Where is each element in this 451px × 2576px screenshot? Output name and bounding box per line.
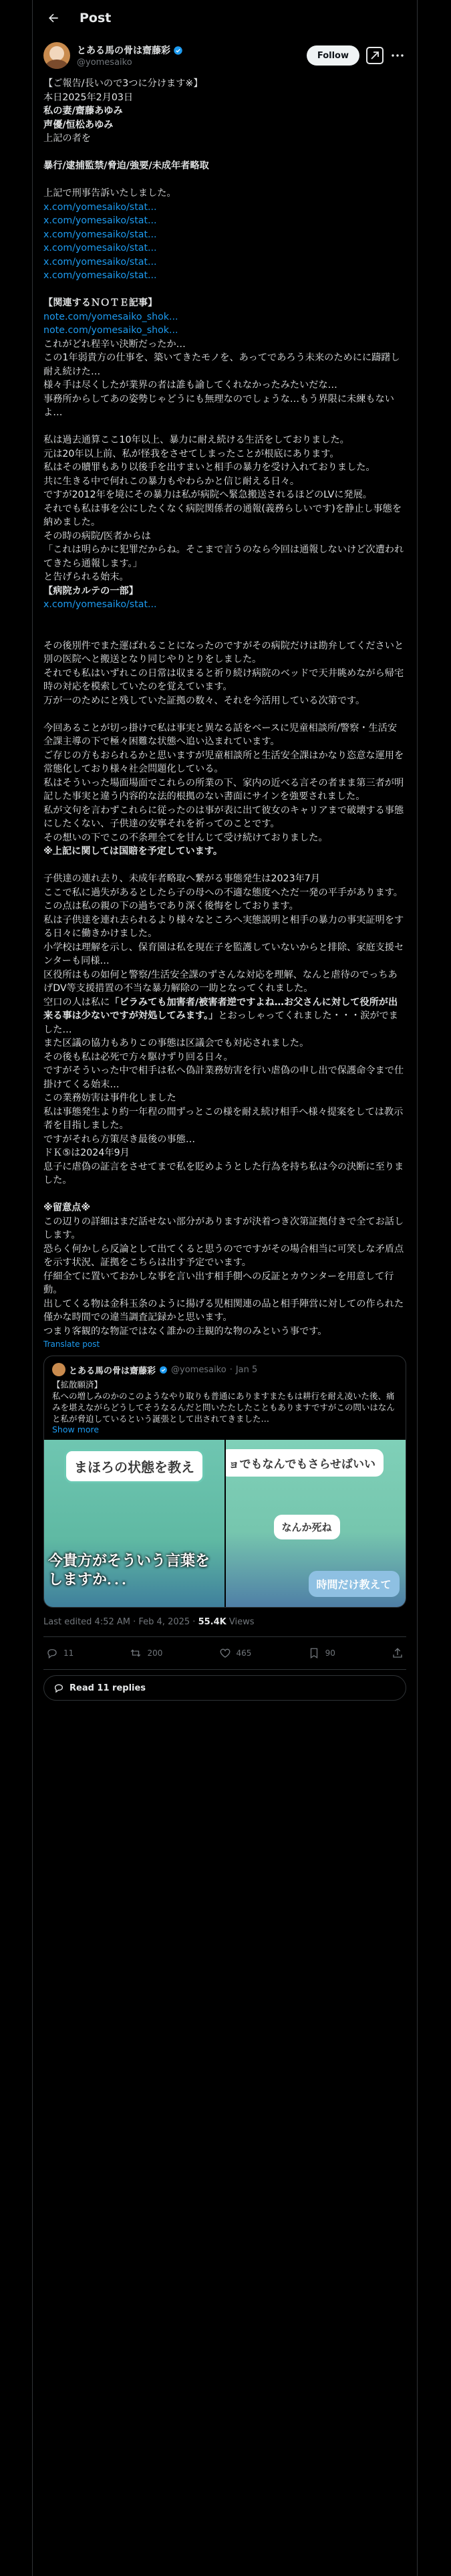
quoted-media[interactable]: [44, 1440, 406, 1607]
bookmark-button[interactable]: [308, 1647, 335, 1659]
top-bar: [33, 0, 417, 35]
post-line: 私は子供達を連れ去られるより様々なところへ実態説明と相手の暴力の事実証明をする日々に働きかけました。: [43, 914, 404, 939]
post-link[interactable]: note.com/yomesaiko_shok...: [43, 311, 178, 322]
post-line: その後別件でまた運ばれることになったのですがその病院だけは勘弁してくださいと別の医院へと搬送となり同じやりとりをしました。: [43, 640, 404, 665]
quoted-date: Jan 5: [235, 1364, 258, 1375]
show-more-link[interactable]: Show more: [52, 1424, 100, 1434]
bookmark-icon: [308, 1647, 320, 1659]
post-body: [33, 69, 417, 1338]
post-line: [43, 420, 406, 434]
post-line: 出してくる物は金科玉条のように揚げる児相関連の品と相手陣営に対しての作られた僅かな時間での違当調査記録かと思います。: [43, 1298, 404, 1323]
post-line: 小学校は理解を示し、保育園は私を現在子を監護していないからと排除、家庭支援センターも同様…: [43, 942, 404, 966]
action-bar: [33, 1637, 417, 1669]
post-link[interactable]: x.com/yomesaiko/stat...: [43, 201, 157, 213]
post-link[interactable]: x.com/yomesaiko/stat...: [43, 270, 157, 281]
translate-post-link[interactable]: Translate post: [43, 1339, 100, 1349]
read-replies-button[interactable]: [43, 1675, 406, 1701]
post-line: その時の病院/医者からは: [43, 530, 151, 542]
views-label: Views: [226, 1617, 255, 1627]
quoted-avatar: [52, 1363, 65, 1376]
repost-count: 200: [147, 1648, 163, 1658]
post-link[interactable]: x.com/yomesaiko/stat...: [43, 215, 157, 226]
post-line: 暴行/逮捕監禁/脅迫/強要/未成年者略取: [43, 160, 209, 171]
post-line: この点は私の親の下の過ちであり深く後悔をしております。: [43, 901, 299, 911]
post-line: 共に生きる中で何れこの暴力もやわらかと信じ耐える日々。: [43, 475, 300, 487]
post-link[interactable]: x.com/yomesaiko/stat...: [43, 229, 157, 240]
post-line: 事務所からしてあの姿勢じゃどうにも無理なのでしょうな…もう界限に未練もないよ…: [43, 393, 394, 418]
post-line: 本日2025年2月03日: [43, 92, 134, 103]
author-handle[interactable]: @yomesaiko: [77, 58, 132, 68]
repost-button[interactable]: [130, 1647, 162, 1659]
post-line: これがどれ程辛い決断だったか…: [43, 338, 186, 350]
post-link[interactable]: note.com/yomesaiko_shok...: [43, 325, 178, 336]
quoted-text: 【拡散願済】 私への増しみのかのこのようなやり取りも普通にありますまたもは耕行を耐え凌いた後、痛みを堪えながらどうしてそうなるんだと問いたたしたこともありますですがこの問いはなんと私が脅迫しているという誕張として出されてきました…: [52, 1380, 395, 1424]
back-arrow-icon[interactable]: [42, 7, 65, 29]
post-line: この業務妨害は事件化しました: [43, 1093, 176, 1103]
post-line: [43, 1188, 406, 1202]
more-options-icon[interactable]: [389, 47, 406, 64]
post-line: ご存じの方もおられるかと思いますが児童相談所と生活安全課はかなり恣意な運用を常態化しており様々社会問題化している。: [43, 750, 404, 774]
post-line: 私が文句を言わずこれらに従ったのは事が表に出て彼女のキャリアまで破壊する事態にしたくない、子供達の安寧それを祈ってのことです。: [43, 804, 404, 829]
post-line: 万が一のためにと残していた証拠の数々、それを今活用している次第です。: [43, 695, 365, 706]
author-row: [33, 35, 417, 69]
post-line: つまり客観的な物証ではなく誰かの主観的な物のみという事です。: [43, 1325, 327, 1337]
post-line: また区議の協力もありこの事態は区議会でも対応されました。: [43, 1038, 309, 1049]
post-line: ※上記に関しては国賠を予定しています。: [43, 846, 223, 857]
post-line: 息子に虐偽の証言をさせてまで私を貶めようとした行為を持ち私は今の決断に至りました。: [43, 1161, 404, 1186]
verified-badge-icon: [173, 45, 183, 56]
post-line: [43, 612, 406, 626]
post-link[interactable]: x.com/yomesaiko/stat...: [43, 256, 157, 267]
post-line: [43, 283, 406, 297]
post-line: 【ご報告/長いので3つに分けます※】: [43, 78, 203, 89]
post-line: 「これは明らかに犯罪だからね。そこまで言うのなら今回は通報しないけど次遭われてきたら通報します。」: [43, 544, 404, 569]
author-names: [77, 43, 307, 68]
reply-icon: [46, 1647, 58, 1659]
post-line: 声優/恒松あゆみ: [43, 119, 114, 130]
post-line: この辺りの詳細はまだ話せない部分がありますが決着つき次第証拠付きで全てお話しします。: [43, 1216, 404, 1241]
post-link[interactable]: x.com/yomesaiko/stat...: [43, 243, 157, 253]
quoted-verified-badge-icon: [159, 1366, 168, 1374]
like-count: 465: [236, 1648, 252, 1658]
post-line: 仔細全てに置いておかしな事を言い出す相手側への反証とカウンターを用意して行動。: [43, 1271, 394, 1295]
reply-count: 11: [63, 1648, 74, 1658]
post-line: ですがそういった中で相手は私へ偽計業務妨害を行い虐偽の申し出で保護命令まで仕掛けてくる始末…: [43, 1065, 404, 1090]
avatar[interactable]: [43, 42, 70, 69]
post-line: 今回あることが切っ掛けで私は事実と異なる話をベースに児童相談所/警察・生活安全課主導の下で極々困難な状態へ追い込まれています。: [43, 722, 398, 747]
post-line: 上記で刑事告訴いたしました。: [43, 188, 176, 199]
grok-icon[interactable]: [366, 47, 384, 64]
post-meta: [33, 1608, 417, 1636]
author-display-name[interactable]: [77, 43, 307, 57]
quoted-post-header: [44, 1356, 406, 1378]
post-line: 【関連するＮＯＴＥ記事】: [43, 298, 158, 308]
post-line: ですがそれら方策尽き最後の事態…: [43, 1134, 196, 1145]
post-line: 私はその贖罪もあり以後手を出すまいと相手の暴力を受け入れておりました。: [43, 462, 375, 473]
right-top-bubble: ョでもなんでもさらせばいい: [226, 1449, 384, 1477]
quoted-separator: ·: [229, 1364, 233, 1375]
follow-button[interactable]: Follow: [307, 45, 359, 66]
share-button[interactable]: [392, 1647, 404, 1659]
post-line: 【病院カルテの一部】: [43, 585, 138, 597]
bold-quote-fragment: 「ビラみても加害者/被害者逆ですよね…お父さんに対して役所が出来る事は少ないですが対処してみます。」: [43, 996, 398, 1021]
speech-bubble-icon: [53, 1683, 64, 1693]
quoted-display-name: とある馬の骨は齋藤彩: [69, 1366, 156, 1376]
post-line: 私は事態発生より約一年程の間ずっとこの様を耐え続け相手へ様々提案をしては教示者を目指しました。: [43, 1106, 404, 1131]
post-line: 私は過去通算ここ10年以上、暴力に耐え続ける生活をしておりました。: [43, 435, 349, 445]
post-line: [43, 146, 406, 160]
repost-icon: [130, 1647, 142, 1659]
quoted-post[interactable]: [43, 1356, 406, 1608]
quoted-handle: @yomesaiko: [171, 1364, 227, 1375]
left-top-caption: まほろの状態を教え: [64, 1449, 204, 1483]
post-line: [43, 708, 406, 722]
reply-button[interactable]: [46, 1647, 73, 1659]
post-column: [32, 0, 418, 2576]
right-bottom-bubble: 時間だけ教えて: [309, 1571, 400, 1597]
post-line: 空口の人は私に「ビラみても加害者/被害者逆ですよね…お父さんに対して役所が出来る事は少ないですが対処してみます。」とおっしゃってくれました・・・涙がでました…: [43, 996, 398, 1035]
post-line: 私の妻/齋藤あゆみ: [43, 106, 123, 116]
post-timestamp[interactable]: Last edited 4:52 AM · Feb 4, 2025 ·: [43, 1617, 198, 1627]
post-line: ここで私に過失があるとしたら子の母への不適な態度へただ一発の平手があります。: [43, 887, 403, 898]
views-count: 55.4K: [198, 1617, 227, 1627]
post-line: 様々手は尽くしたが業界の者は誰も諭してくれなかったみたいだな…: [43, 380, 337, 391]
post-line: それでも私は事を公にしたくなく病院関係者の通報(義務らしいです)を静止し事態を納めました。: [43, 503, 402, 528]
post-line: この1年弱貴方の仕事を、築いてきたモノを、あってであろう未来のためにに躊躇し耐え続けた…: [43, 352, 400, 377]
share-icon: [392, 1647, 404, 1659]
media-image-right[interactable]: [226, 1440, 406, 1607]
post-line: [43, 173, 406, 187]
heart-icon: [219, 1647, 231, 1659]
post-link[interactable]: x.com/yomesaiko/stat...: [43, 599, 157, 610]
divider-bottom: [43, 1669, 406, 1670]
media-image-left[interactable]: [44, 1440, 224, 1607]
bookmark-count: 90: [325, 1648, 335, 1658]
post-line: 区役所はもの如何と警察/生活安全課のずさんな対応を理解、なんと虐待のでっちあげDV等支援措置の不当な暴力解除の一助となってくれました。: [43, 969, 398, 994]
post-line: [43, 625, 406, 639]
right-mid-bubble: なんか死ね: [274, 1515, 340, 1539]
read-replies-label: Read 11 replies: [69, 1683, 146, 1693]
like-button[interactable]: [219, 1647, 252, 1659]
post-line: ドＫ⑤は2024年9月: [43, 1148, 130, 1158]
post-line: 元は20年以上前、私が怪我をさせてしまったことが根底にあります。: [43, 448, 339, 459]
post-line: [43, 859, 406, 873]
post-line: 上記の者を: [43, 133, 91, 144]
post-line: ですが2012年を境にその暴力は私が病院へ緊急搬送されるほどのLVに発展。: [43, 490, 372, 500]
post-line: ※留意点※: [43, 1202, 91, 1213]
post-line: と告げられる始末。: [43, 572, 129, 582]
author-name-text[interactable]: とある馬の骨は齋藤彩: [77, 45, 170, 56]
post-line: それでも私はいずれこの日常は収まると祈り続け病院のベッドで天井眺めながら帰宅時の対応を模索していたのを覚えています。: [43, 667, 404, 692]
left-bottom-caption: 今貴方がそういう言葉を しますか．．．: [48, 1553, 210, 1588]
post-line: その想いの下でこの不条理全てを甘んじて受け続けておりました。: [43, 832, 328, 843]
page-title: Post: [80, 10, 112, 25]
post-line: 子供達の連れ去り、未成年者略取へ繋がる事態発生は2023年7月: [43, 873, 321, 884]
post-line: 私はそういった場面場面でこれらの所業の下、家内の近べる言その者まま第三者が明記した事実と違う内容的な法的根拠のない書面にサインを強要されました。: [43, 777, 404, 802]
post-line: その後も私は必死で方々駆けずり回る日々。: [43, 1051, 233, 1063]
post-line: 恐らく何かしら反論として出てくると思うのでですがその場合相当に可笑しな矛盾点を示す状況、証拠をこちらは出す予定でいます。: [43, 1243, 404, 1268]
